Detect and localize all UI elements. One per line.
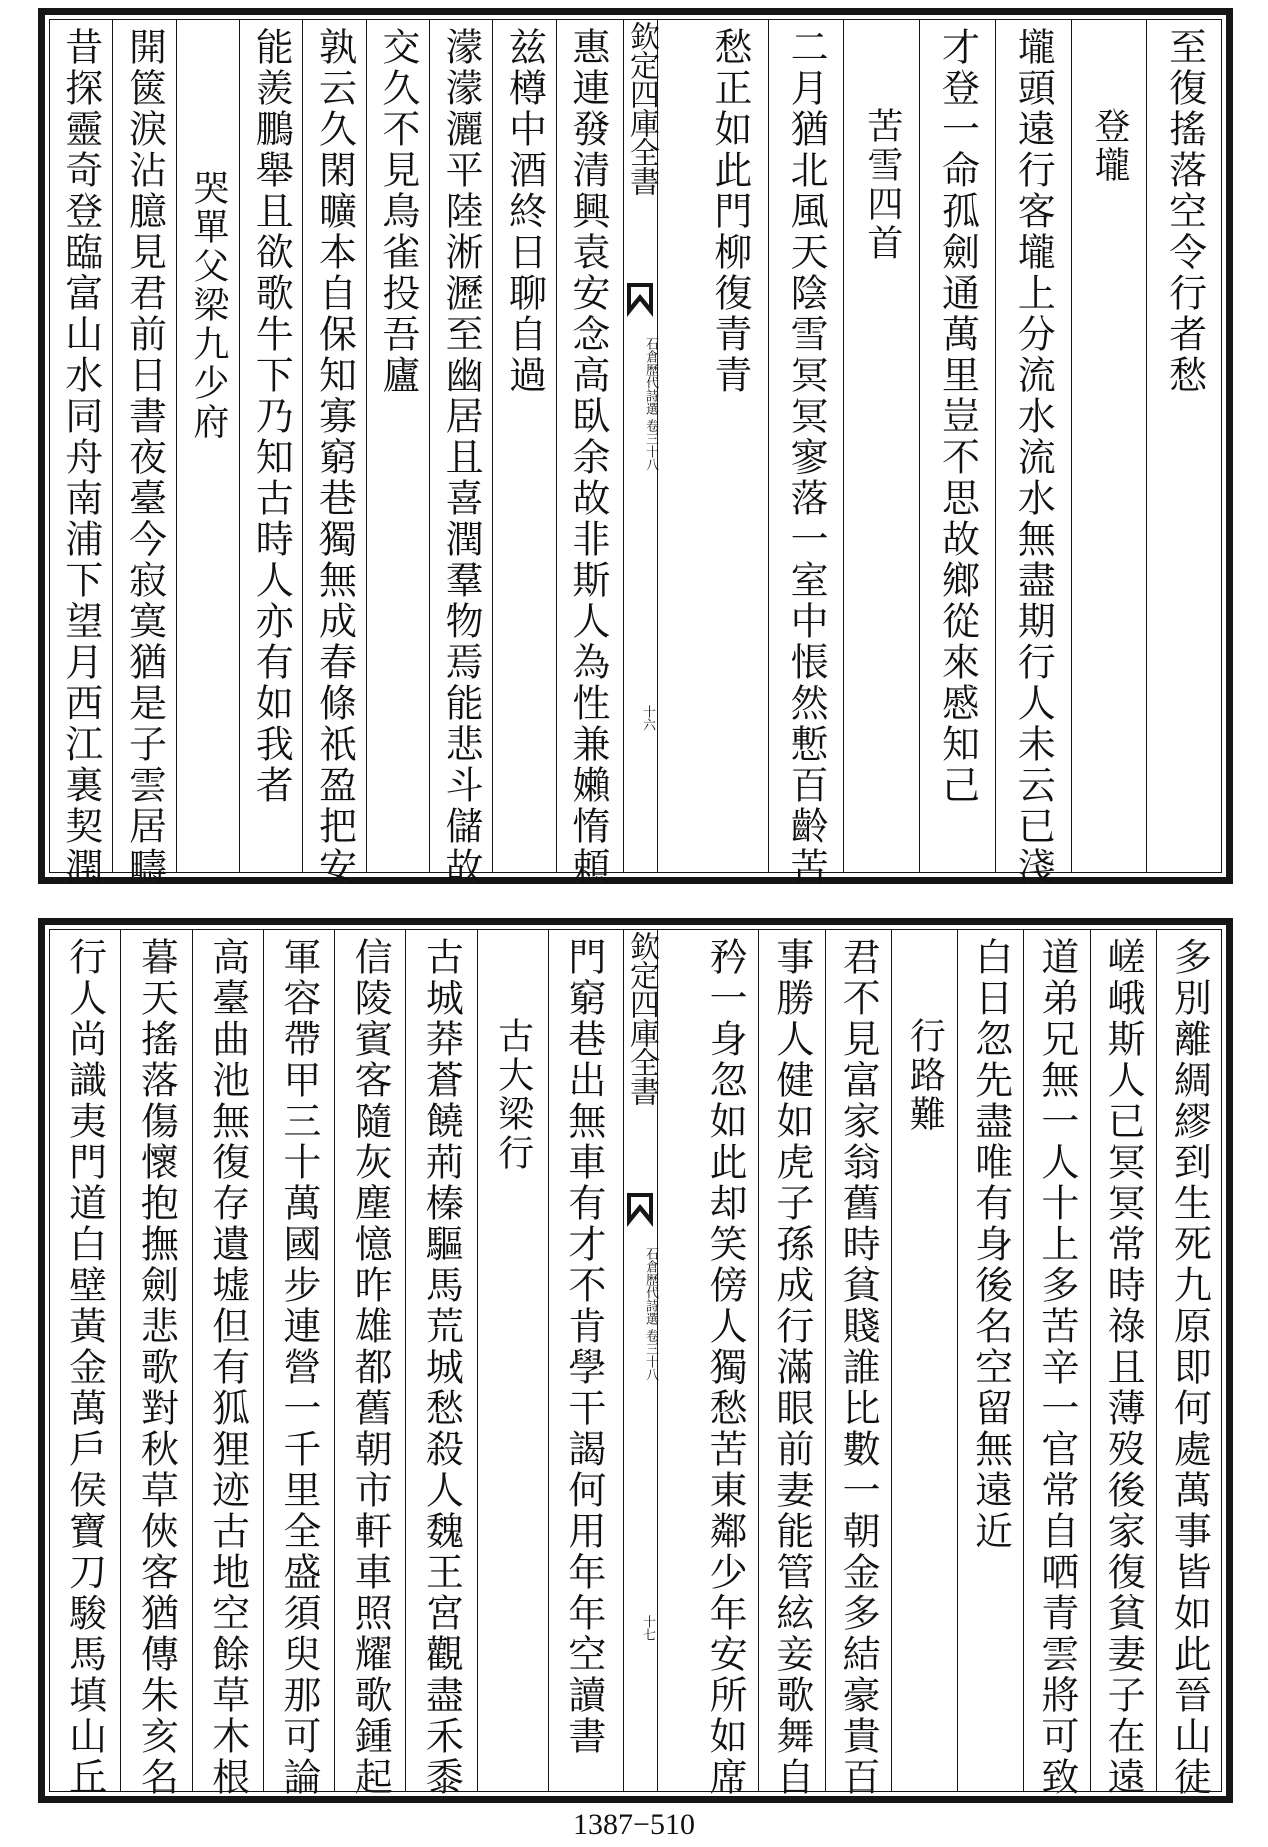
- fish-tail-mark-icon: [626, 1191, 654, 1229]
- page-footer-number: 1387−510: [573, 1808, 695, 1841]
- top-right-half: [692, 19, 1222, 888]
- bottom-right-half: [692, 929, 1222, 1798]
- spine-library-title: 欽定四庫全書: [624, 21, 659, 195]
- top-left-half: [49, 19, 619, 888]
- text-column: [825, 929, 891, 1798]
- poem-text: 道弟兄無一人十上多苦辛一官常自哂青雲將可致: [1034, 937, 1079, 1798]
- poem-title: 苦雪四首: [861, 107, 903, 263]
- poem-text: 事勝人健如虎子孫成行滿眼前妻能管絃妾歌舞自: [769, 937, 814, 1798]
- poem-text: 孰云久閑曠本自保知寡窮巷獨無成春條祇盈把安: [312, 27, 357, 888]
- poem-text: 濛濛灑平陸淅瀝至幽居且喜潤羣物焉能悲斗儲故: [439, 27, 484, 888]
- text-column: [302, 19, 365, 888]
- poem-title: 登壠: [1088, 107, 1130, 185]
- spine-page-number: 十七: [640, 1615, 655, 1641]
- text-column: [768, 19, 844, 888]
- poem-text: 矜一身忽如此却笑傍人獨愁苦東鄰少年安所如席: [703, 937, 748, 1798]
- poem-title-column: [477, 929, 548, 1792]
- text-column: [1090, 929, 1156, 1798]
- fish-tail-mark-icon: [626, 281, 654, 319]
- poem-text: 開篋淚沾臆見君前日書夜臺今寂寞猶是子雲居疇: [122, 27, 167, 888]
- text-column: [1146, 19, 1222, 873]
- poem-text: 交久不見鳥雀投吾廬: [375, 27, 420, 396]
- poem-text: 暮天搖落傷懷抱撫劍悲歌對秋草俠客猶傳朱亥名: [134, 937, 179, 1798]
- poem-text: 軍容帶甲三十萬國步連營一千里全盛須臾那可論: [276, 937, 321, 1798]
- poem-text: 二月猶北風天陰雪冥冥寥落一室中悵然慙百齡苦: [784, 27, 829, 888]
- text-column: [1023, 929, 1089, 1798]
- text-column: [405, 929, 476, 1798]
- bottom-page-frame: [38, 918, 1233, 1803]
- poem-text: 昔探靈奇登臨富山水同舟南浦下望月西江裏契潤: [58, 27, 103, 888]
- text-column: [49, 929, 120, 1798]
- poem-title-column: [176, 19, 239, 873]
- text-column: [548, 929, 619, 1792]
- poem-text: 至復搖落空令行者愁: [1162, 27, 1207, 396]
- spine-source: 石倉歷代詩選 卷三十八: [643, 337, 658, 472]
- poem-title-column: [891, 929, 957, 1792]
- poem-text: 白日忽先盡唯有身後名空留無遠近: [968, 937, 1013, 1552]
- text-column: [995, 19, 1071, 888]
- poem-text: 君不見富家翁舊時貧賤誰比數一朝金多結豪貴百: [836, 937, 881, 1798]
- spine-library-title: 欽定四庫全書: [624, 931, 659, 1105]
- poem-text: 行人尚識夷門道白壁黃金萬戶侯寶刀駿馬填山丘: [62, 937, 107, 1798]
- poem-text: 能羨鵬舉且欲歌牛下乃知古時人亦有如我者: [249, 27, 294, 806]
- poem-text: 高臺曲池無復存遺墟但有狐狸迹古地空餘草木根: [205, 937, 250, 1798]
- bottom-left-half: [49, 929, 619, 1798]
- spine-source: 石倉歷代詩選 卷三十八: [643, 1247, 658, 1382]
- text-column: [692, 929, 758, 1798]
- poem-text: 古城莽蒼饒荊榛驅馬荒城愁殺人魏王宮觀盡禾黍: [419, 937, 464, 1798]
- spine-page-number: 十六: [640, 705, 655, 731]
- text-column: [334, 929, 405, 1798]
- poem-text: 嵯峨斯人已冥冥常時祿且薄歿後家復貧妻子在遠: [1101, 937, 1146, 1798]
- text-column: [957, 929, 1023, 1792]
- poem-text: 壠頭遠行客壠上分流水流水無盡期行人未云已淺: [1011, 27, 1056, 888]
- bottom-spine: [623, 929, 658, 1792]
- text-column: [758, 929, 824, 1798]
- poem-text: 愁正如此門柳復青青: [707, 27, 752, 396]
- text-column: [112, 19, 175, 888]
- poem-title-column: [1071, 19, 1147, 873]
- text-column: [492, 19, 555, 873]
- poem-title-column: [843, 19, 919, 873]
- poem-text: 門窮巷出無車有才不肯學干謁何用年年空讀書: [561, 937, 606, 1757]
- text-column: [49, 19, 112, 888]
- text-column: [692, 19, 768, 873]
- top-spine: [623, 19, 658, 873]
- poem-text: 才登一命孤劍通萬里豈不思故鄉從來慼知己: [935, 27, 980, 806]
- text-column: [366, 19, 429, 873]
- text-column: [1156, 929, 1222, 1798]
- text-column: [919, 19, 995, 873]
- poem-title: 哭單父梁九少府: [187, 169, 229, 442]
- top-page-frame: [38, 8, 1233, 888]
- poem-text: 信陵賓客隨灰塵憶昨雄都舊朝市軒車照耀歌鍾起: [348, 937, 393, 1798]
- poem-text: 惠連發清興袁安念高臥余故非斯人為性兼嬾惰頼: [565, 27, 610, 888]
- poem-title: 行路難: [904, 1017, 946, 1134]
- text-column: [192, 929, 263, 1798]
- text-column: [556, 19, 619, 888]
- text-column: [239, 19, 302, 873]
- text-column: [263, 929, 334, 1798]
- poem-text: 兹樽中酒終日聊自過: [502, 27, 547, 396]
- poem-text: 多別離綢繆到生死九原即何處萬事皆如此晉山徒: [1167, 937, 1212, 1798]
- text-column: [429, 19, 492, 888]
- poem-title: 古大梁行: [492, 1017, 534, 1173]
- text-column: [120, 929, 191, 1798]
